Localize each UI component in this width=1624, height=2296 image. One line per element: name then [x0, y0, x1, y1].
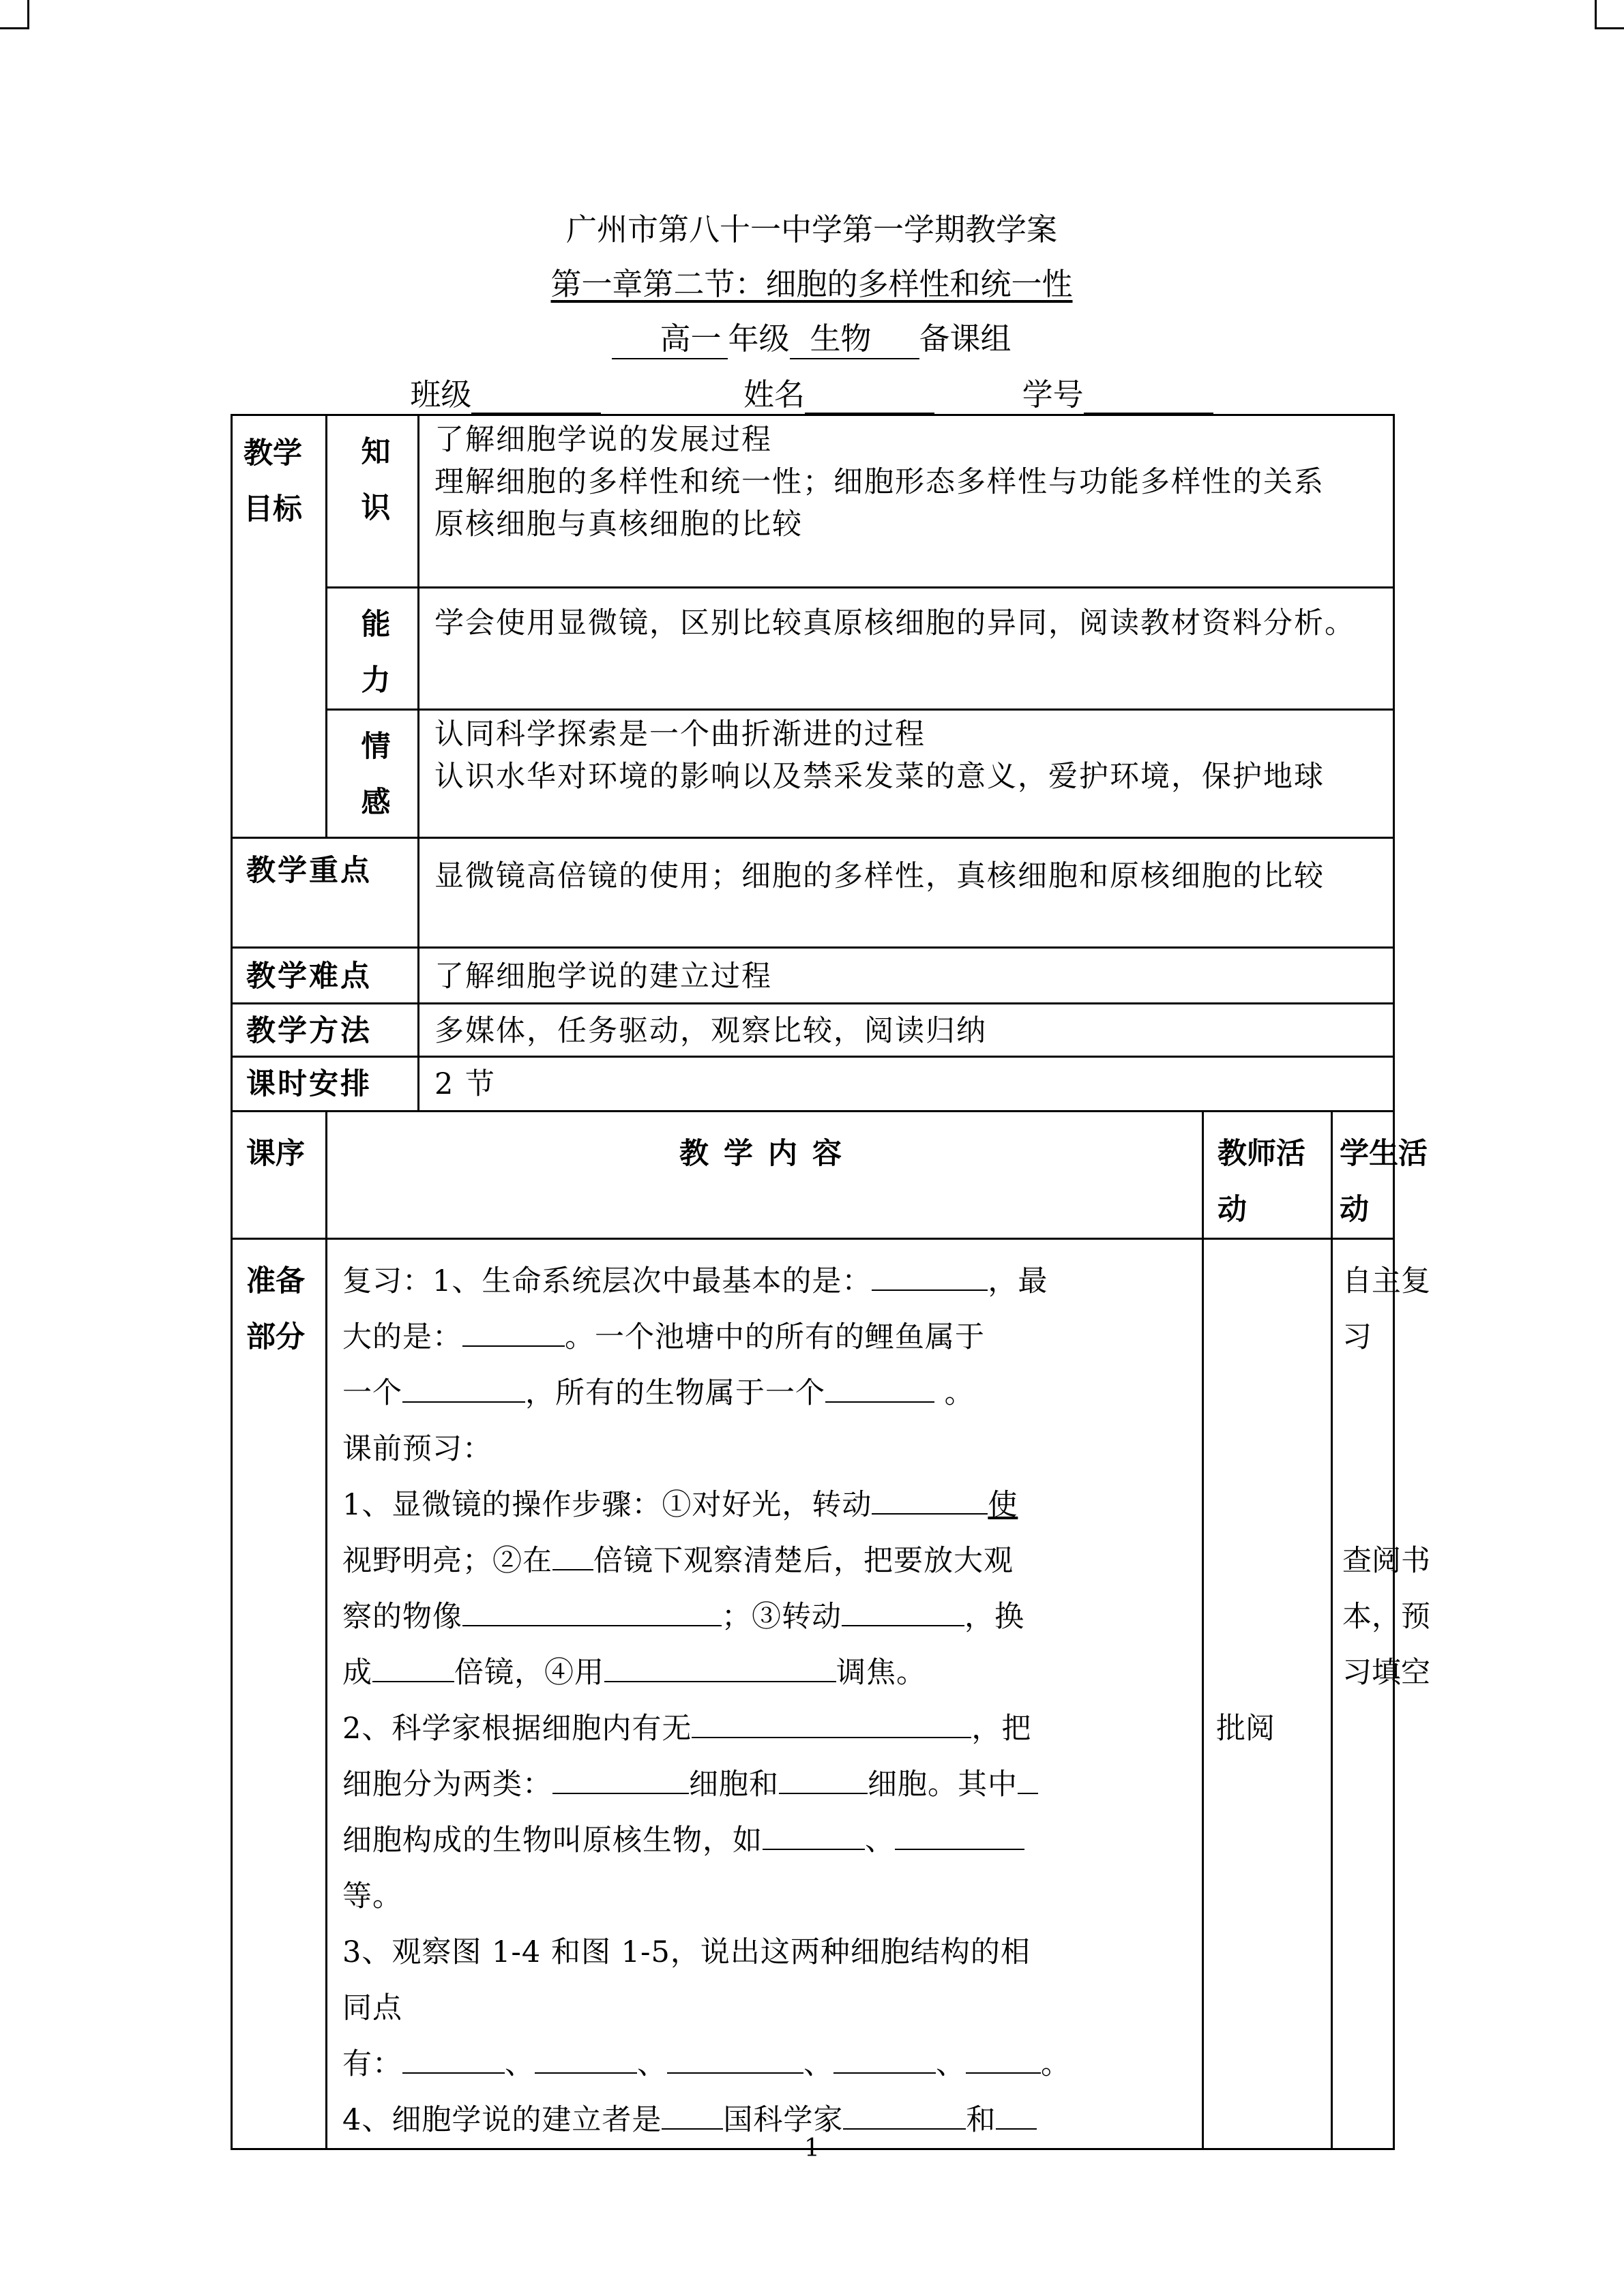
prep-line: [342, 1701, 1192, 1757]
key-points-text: 显微镜高倍镜的使用；细胞的多样性，真核细胞和原核细胞的比较: [434, 859, 1325, 893]
fill-blank[interactable]: [966, 2037, 1041, 2074]
class-blank[interactable]: [471, 378, 601, 414]
prep-text: 倍镜，④用: [454, 1656, 604, 1690]
student-header-text: 学生活动: [1340, 1137, 1428, 1227]
emotion-line: 认识水华对环境的影响以及禁采发菜的意义，爱护环境，保护地球: [434, 760, 1325, 794]
prep-line: [342, 2036, 1192, 2092]
knowledge-label: [327, 415, 419, 588]
difficulties-row: [232, 948, 1394, 1004]
prep-text: 察的物像: [342, 1600, 462, 1634]
subject-value: 生物: [790, 314, 919, 359]
prep-line: [342, 1757, 1192, 1813]
fill-blank[interactable]: [535, 2037, 637, 2074]
prep-text: 复习：1、生命系统层次中最基本的是：: [342, 1264, 872, 1298]
knowledge-line: 原核细胞与真核细胞的比较: [434, 507, 803, 541]
difficulties-label: 教学难点: [232, 948, 419, 1004]
prep-text: ，最: [988, 1264, 1048, 1298]
fill-blank[interactable]: [462, 1310, 565, 1347]
methods-row: [232, 1004, 1394, 1057]
lesson-plan-table: [231, 414, 1430, 2150]
prep-text: 细胞和: [689, 1768, 779, 1802]
teacher-activity-cell: [1203, 1239, 1332, 2149]
student-activity-text: 查阅书本，预习填空: [1342, 1544, 1430, 1690]
fill-blank[interactable]: [872, 1254, 988, 1291]
prep-text: 细胞构成的生物叫原核生物，如: [342, 1823, 763, 1858]
chapter-title: [231, 259, 1393, 303]
key-points-content: [419, 838, 1394, 948]
emotion-line: 认同科学探索是一个曲折渐进的过程: [434, 717, 926, 751]
fill-blank[interactable]: [402, 2037, 505, 2074]
prep-text: ，把: [971, 1712, 1032, 1746]
teacher-activity-text: 批阅: [1216, 1712, 1275, 1746]
fill-blank[interactable]: [552, 1757, 689, 1794]
name-blank[interactable]: [805, 378, 934, 414]
objectives-label: [232, 415, 327, 838]
prep-text: 调焦。: [836, 1656, 926, 1690]
teacher-header-text: 教师活动: [1217, 1137, 1305, 1227]
prep-text: 1、显微镜的操作步骤：①对好光，转动: [342, 1488, 872, 1522]
prep-text: 细胞。其中: [868, 1768, 1018, 1802]
prep-line: [342, 1924, 1192, 1980]
fill-blank[interactable]: [872, 1478, 988, 1515]
schedule-content: 2 节: [419, 1057, 1394, 1112]
crop-mark-top-left: [0, 0, 29, 29]
difficulties-content: 了解细胞学说的建立过程: [419, 948, 1394, 1004]
prep-content: [327, 1239, 1203, 2149]
content-header: 教学内容: [327, 1112, 1203, 1239]
student-activity-cell: [1332, 1239, 1430, 2149]
prep-line: [342, 1253, 1192, 1309]
schedule-label: 课时安排: [232, 1057, 419, 1112]
methods-content: 多媒体，任务驱动，观察比较，阅读归纳: [419, 1004, 1394, 1057]
crop-mark-top-right: [1595, 0, 1624, 29]
prep-text: 、: [637, 2047, 667, 2081]
prep-text: 视野明亮；②在: [342, 1544, 552, 1578]
prep-line: [342, 1533, 1192, 1589]
fill-blank[interactable]: [604, 1645, 836, 1682]
knowledge-label-text: 知识: [361, 435, 391, 525]
fill-blank[interactable]: [667, 2037, 803, 2074]
name-label: 姓名: [743, 376, 805, 413]
prep-line: [342, 1868, 1192, 1924]
objective-knowledge-row: [232, 415, 1394, 588]
chapter-title-text: 第一章第二节：细胞的多样性和统一性: [550, 266, 1073, 302]
prep-text: 、: [803, 2047, 833, 2081]
grade-value: 高一: [612, 314, 728, 359]
objective-ability-row: [232, 588, 1394, 710]
ability-text: 学会使用显微镜，区别比较真原核细胞的异同，阅读教材资料分析。: [434, 606, 1355, 640]
prep-text: 国科学家: [723, 2103, 844, 2137]
prep-text: 大的是：: [342, 1320, 462, 1354]
objectives-label-text: 教学目标: [243, 436, 302, 526]
fill-blank[interactable]: [842, 1590, 964, 1626]
emotion-label-text: 情感: [361, 730, 391, 820]
student-activity-text: 自主复习: [1342, 1264, 1430, 1354]
fill-blank[interactable]: [462, 1590, 722, 1626]
prep-text: 。: [1041, 2047, 1071, 2081]
prep-text: 同点: [342, 1991, 402, 2025]
id-blank[interactable]: [1084, 378, 1213, 414]
fill-blank[interactable]: [763, 1813, 865, 1850]
prep-line: [342, 1645, 1192, 1701]
methods-label: 教学方法: [232, 1004, 419, 1057]
ability-label-text: 能力: [361, 608, 391, 698]
objective-emotion-row: [232, 710, 1394, 838]
prep-text: ，所有的生物属于一个: [525, 1376, 825, 1410]
emotion-label: [327, 710, 419, 838]
prep-text: 、: [865, 1823, 895, 1858]
column-header-row: [232, 1112, 1394, 1239]
prep-text: 。一个池塘中的所有的鲤鱼属于: [565, 1320, 985, 1354]
prep-label-text: 准备部分: [246, 1264, 305, 1354]
group-label: 备课组: [919, 320, 1012, 357]
prep-text: ；③转动: [722, 1600, 842, 1634]
fill-blank[interactable]: [402, 1366, 525, 1403]
prep-line: [342, 1980, 1192, 2036]
key-points-label: 教学重点: [232, 838, 419, 948]
page-number: 1: [804, 2134, 820, 2162]
key-points-row: [232, 838, 1394, 948]
fill-blank[interactable]: [662, 2093, 723, 2130]
knowledge-content: [419, 415, 1394, 588]
prep-line: [342, 1365, 1192, 1421]
fill-blank[interactable]: [779, 1757, 868, 1794]
order-header: 课序: [232, 1112, 327, 1239]
ability-content: [419, 588, 1394, 710]
student-header: [1332, 1112, 1428, 1239]
fill-blank[interactable]: [996, 2093, 1037, 2130]
fill-blank[interactable]: [843, 2093, 966, 2130]
knowledge-line: 理解细胞的多样性和统一性；细胞形态多样性与功能多样性的关系: [434, 465, 1325, 499]
fill-blank[interactable]: [895, 1813, 1024, 1850]
knowledge-line: 了解细胞学说的发展过程: [434, 423, 772, 457]
student-info-line: [231, 370, 1393, 414]
prep-text: 。: [934, 1376, 975, 1410]
prep-line: [342, 1421, 1192, 1477]
prep-row: [232, 1239, 1394, 2149]
prep-text: 、: [505, 2047, 535, 2081]
prep-text: 有：: [342, 2047, 402, 2081]
prep-text: 课前预习：: [342, 1432, 492, 1466]
class-label: 班级: [410, 376, 472, 413]
ability-label: [327, 588, 419, 710]
prep-line: [342, 1813, 1192, 1868]
fill-blank[interactable]: [552, 1534, 593, 1570]
prep-text: 2、科学家根据细胞内有无: [342, 1712, 692, 1746]
prep-text: 和: [966, 2103, 996, 2137]
prep-text: ，换: [964, 1600, 1024, 1634]
prep-text: 使: [988, 1488, 1018, 1522]
prep-line: [342, 1477, 1192, 1533]
school-title: 广州市第八十一中学第一学期教学案: [565, 211, 1057, 248]
fill-blank[interactable]: [372, 1645, 454, 1682]
prep-line: [342, 1589, 1192, 1645]
prep-text: 成: [342, 1656, 372, 1690]
id-label: 学号: [1022, 376, 1084, 413]
prep-text: 一个: [342, 1376, 402, 1410]
fill-blank[interactable]: [1018, 1757, 1038, 1794]
schedule-row: [232, 1057, 1394, 1112]
prep-text: 倍镜下观察清楚后，把要放大观: [593, 1544, 1014, 1578]
emotion-content: [419, 710, 1394, 838]
prep-text: 4、细胞学说的建立者是: [342, 2103, 662, 2137]
fill-blank[interactable]: [825, 1366, 934, 1403]
prep-line: [342, 1309, 1192, 1365]
prep-text: 、: [936, 2047, 966, 2081]
teacher-header: [1203, 1112, 1332, 1239]
grade-label: 年级: [728, 320, 790, 357]
prep-text: 细胞分为两类：: [342, 1768, 552, 1802]
prep-text: 3、观察图 1-4 和图 1-5，说出这两种细胞结构的相: [342, 1935, 1031, 1969]
fill-blank[interactable]: [692, 1701, 971, 1738]
prep-label: [232, 1239, 327, 2149]
fill-blank[interactable]: [833, 2037, 936, 2074]
prep-text: 等。: [342, 1879, 402, 1913]
grade-subject-line: [231, 314, 1393, 359]
